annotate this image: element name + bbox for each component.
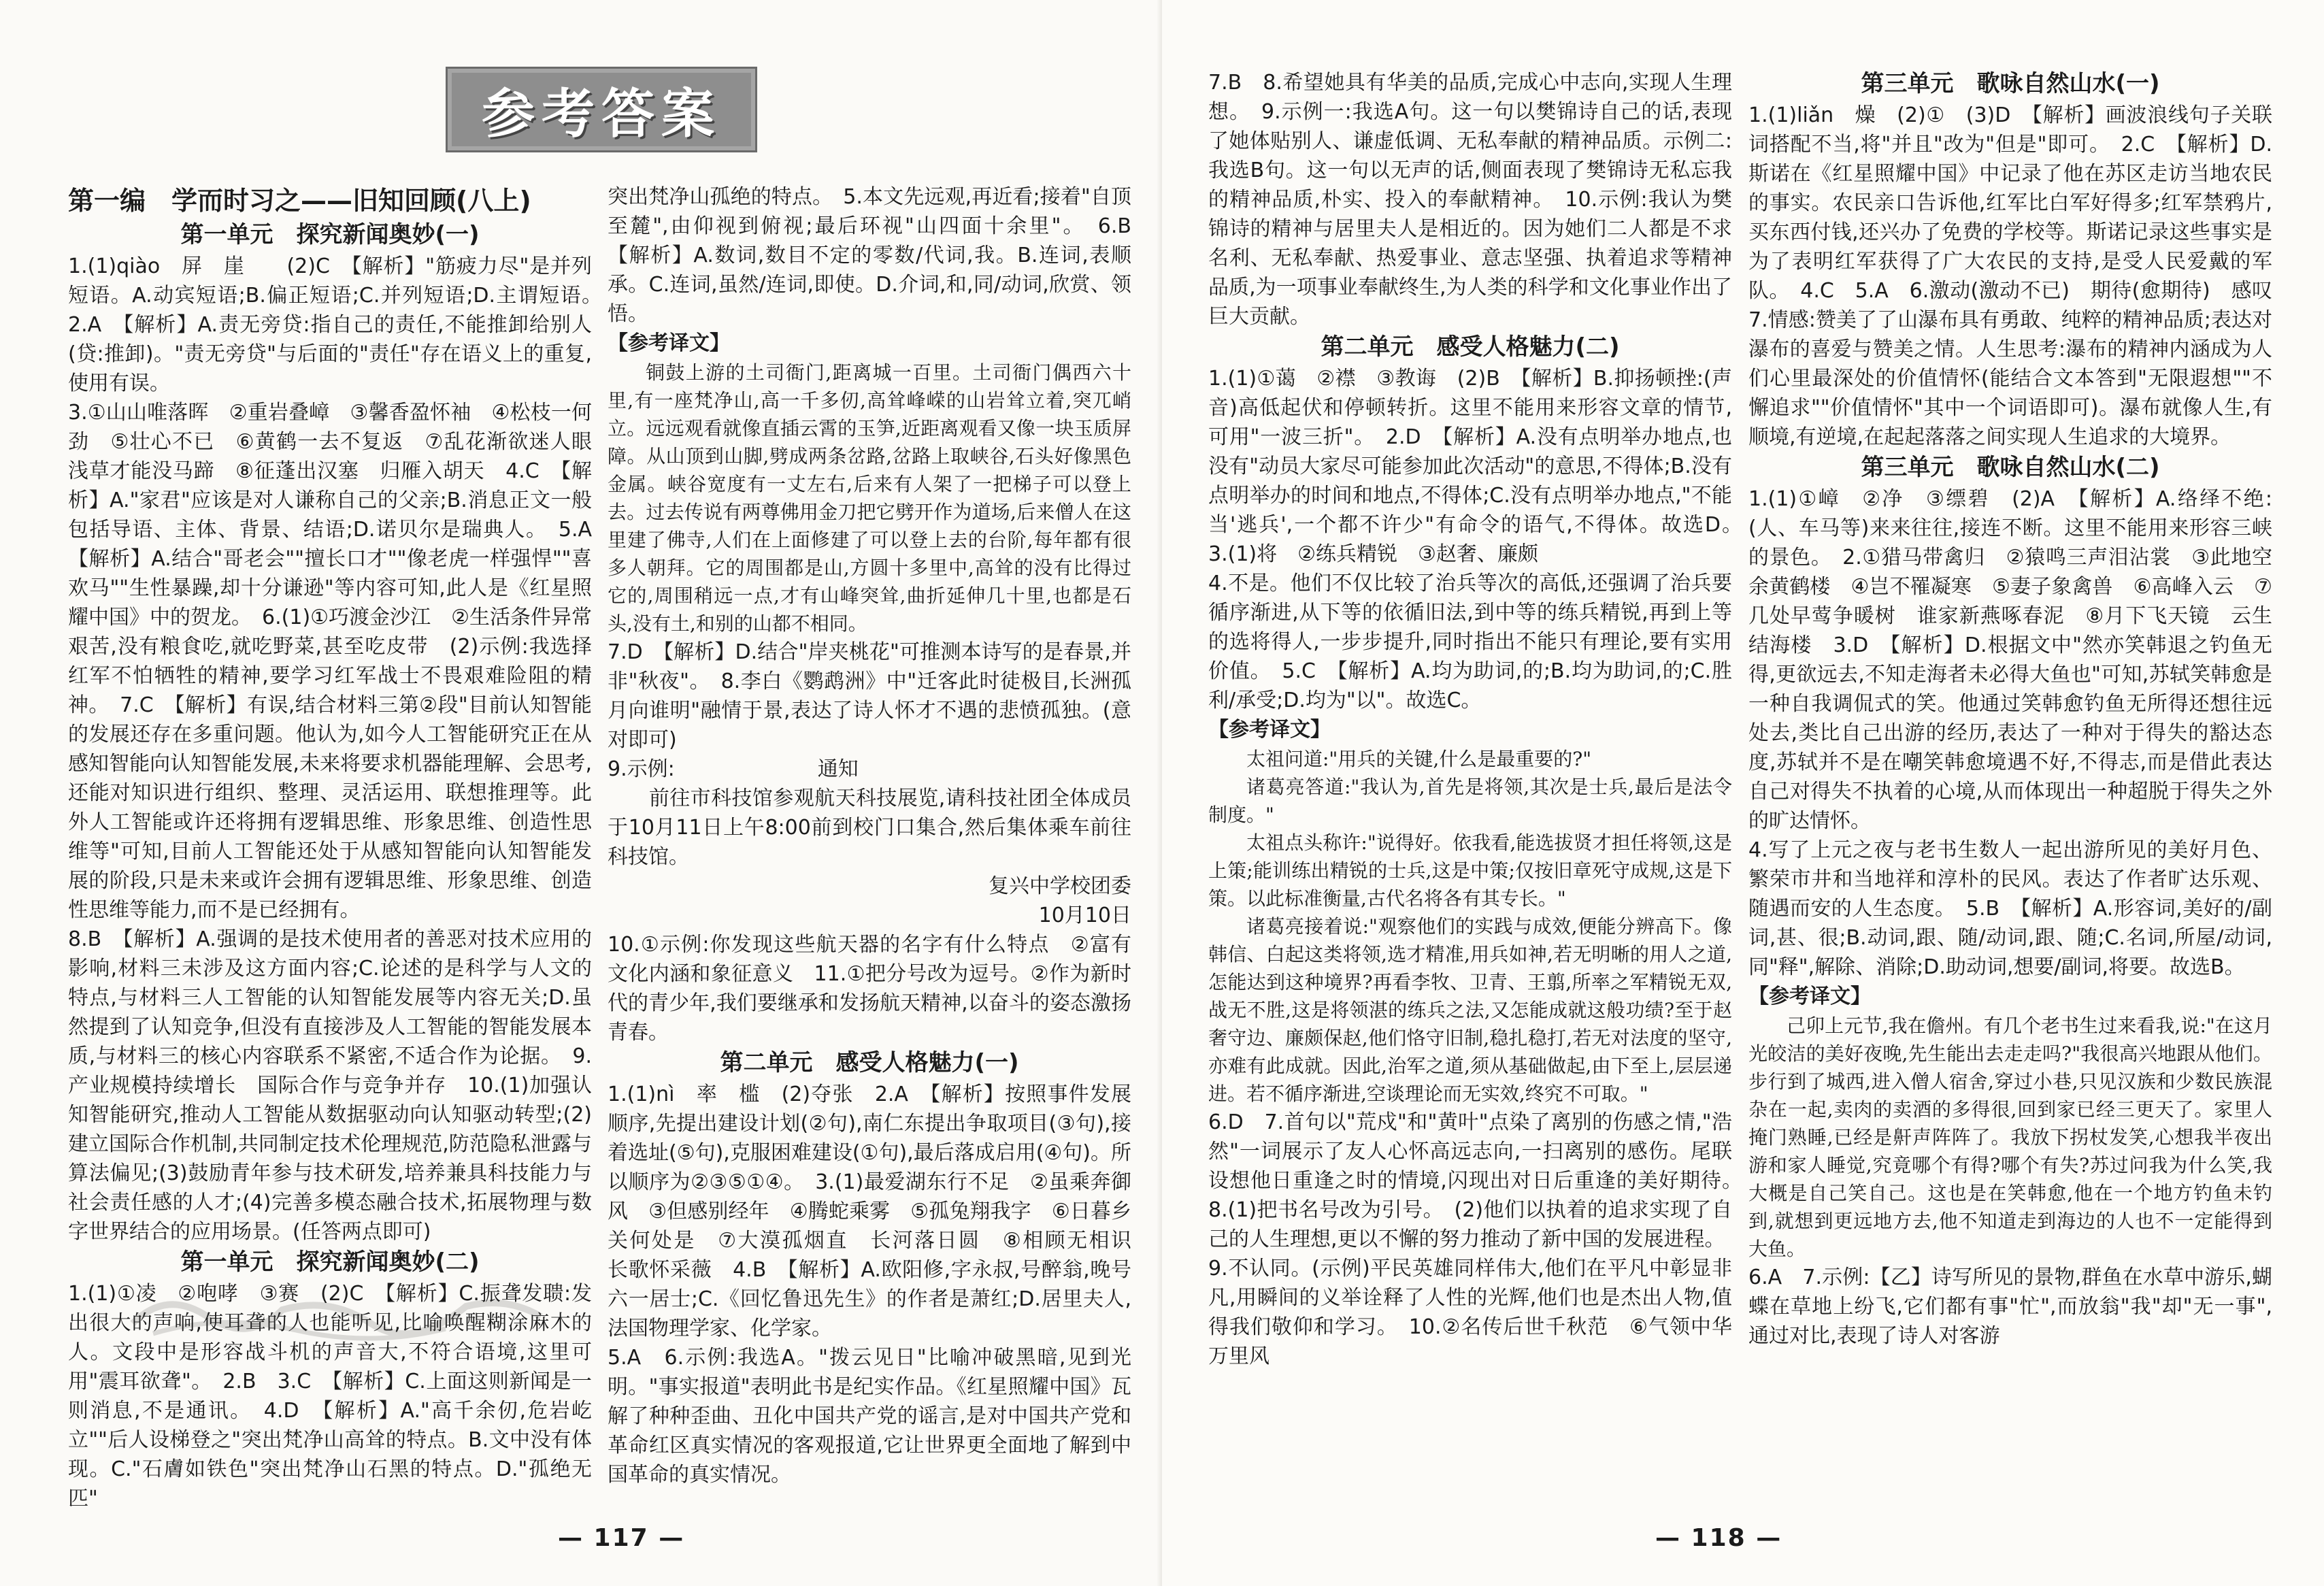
answer-paragraph: 突出梵净山孤绝的特点。 5.本文先远观,再近看;接着"自顶至麓",由仰视到俯视;最后环视"山四面十余里"。 6.B 【解析】A.数词,数目不定的零数/代词,我。B.连词,表顺承。C.连词,虽然/连词,即使。D.介词,和,同/动词,欣赏、领悟。 [608, 185, 1152, 326]
answer-paragraph: 3.①山山唯落晖 ②重岩叠嶂 ③馨香盈怀袖 ④松枝一何劲 ⑤壮心不已 ⑥黄鹤一去不复返 ⑦乱花渐欲迷人眼 浅草才能没马蹄 ⑧征蓬出汉塞 归雁入胡天 4.C 【解析】A."家君"应该是对人谦称自己的父亲;B.消息正文一般包括导语、主体、背景、结语;D.诺贝尔是瑞典人。 5.A 【解析】A.结合"哥老会""擅长口才""像老虎一样强悍""喜欢马""生性暴躁,却十分谦逊"等内容可知,此人是《红星照耀中国》中的贺龙。 6.(1)①巧渡金沙江 ②生活条件异常艰苦,没有粮食吃,就吃野菜,甚至吃皮带 (2)示例:我选择红军不怕牺牲的精神,要学习红军战士不畏艰难险阻的精神。 7.C 【解析】有误,结合材料三第②段"目前认知智能的发展还存在多重问题。他认为,如今人工智能研究正在从感知智能向认知智能发展,未来将要求机器能理解、会思考,还能对知识进行组织、整理、灵活运用、联想推理等。此外人工智能或许还将拥有逻辑思维、形象思维、创造性思维等"可知,目前人工智能还处于从感知智能向认知智能发展的阶段,只是未来或许会拥有逻辑思维、形象思维、创造性思维等能力,而不是已经拥有。 [68, 401, 612, 922]
unit-heading: 第一单元 探究新闻奥妙(二) [180, 1249, 480, 1276]
answer-paragraph: 1.(1)①嶂 ②净 ③缥碧 (2)A 【解析】A.络绎不绝:(人、车马等)来来往往,接连不断。这里不能用来形容三峡的景色。 2.①猎马带禽归 ②猿鸣三声泪沾裳 ③此地空余黄鹤楼 ④岂不罹凝寒 ⑤妻子象禽兽 ⑥高峰入云 ⑦几处早莺争暖树 谁家新燕啄春泥 ⑧月下飞天镜 云生结海楼 3.D 【解析】D.根据文中"然亦笑韩退之钓鱼无得,更欲远去,不知走海者未必得大鱼也"可知,苏轼笑韩愈是一种自我调侃式的笑。他通过笑韩愈钓鱼无所得还想往远处去,类比自己出游的经历,表达了一种对于得失的豁达态度,苏轼并不是在嘲笑韩愈境遇不好,不得志,而是借此表达自己对得失不执着的心境,从而体现出一种超脱于得失之外的旷达情怀。 [1748, 487, 2272, 833]
right-page [1162, 0, 2324, 1586]
translation-paragraph: 太祖问道:"用兵的关键,什么是最重要的?" [1246, 748, 1592, 770]
answer-paragraph: 6.D 7.首句以"荒戍"和"黄叶"点染了离别的伤感之情,"浩然"一词展示了友人心怀高远志向,一扫离别的感伤。尾联设想他日重逢之时的情境,闪现出对日后重逢的美好期待。 8.(1)把书名号改为引号。 (2)他们以执着的追求实现了自己的人生理想,更以不懈的努力推动了新中国的发展进程。 [1208, 1110, 1753, 1251]
answer-paragraph: 8.B 【解析】A.强调的是技术使用者的善恶对技术应用的影响,材料三未涉及这方面内容;C.论述的是科学与人文的特点,与材料三人工智能的认知智能发展等内容无关;D.虽然提到了认知竞争,但没有直接涉及人工智能的智能发展本质,与材料三的核心内容联系不紧密,不适合作为论据。 9.产业规模持续增长 国际合作与竞争并存 10.(1)加强认知智能研究,推动人工智能从数据驱动向认知驱动转型;(2)建立国际合作机制,共同制定技术伦理规范,防范隐私泄露与算法偏见;(3)鼓励青年参与技术研发,培养兼具科技能力与社会责任感的人才;(4)完善多模态融合技术,拓展物理与数字世界结合的应用场景。(任答两点即可) [68, 927, 592, 1244]
unit-heading: 第三单元 歌咏自然山水(一) [1861, 70, 2160, 97]
signature-line: 10月10日 [1038, 904, 1152, 927]
translation-paragraph: 诸葛亮接着说:"观察他们的实践与成效,便能分辨高下。像韩信、白起这类将领,选才精准,用兵如神,若无明晰的用人之道,怎能达到这种境界?再看李牧、卫青、王翦,所率之军精锐无双,战无不胜,这是将领湛的练兵之法,又怎能成就这般功绩?至于赵奢守边、廉颇保赵,他们恪守旧制,稳扎稳打,若无对法度的坚守,亦难有此成就。因此,治军之道,须从基础做起,由下至上,层层递进。若不循序渐进,空谈理论而无实效,终究不可取。" [1208, 915, 1732, 1105]
answer-paragraph: 5.A 6.示例:我选A。"拨云见日"比喻冲破黑暗,见到光明。"事实报道"表明此书是纪实作品。《红星照耀中国》瓦解了种种歪曲、丑化中国共产党的谣言,是对中国共产党和革命红区真实情况的客观报道,它让世界更全面地了解到中国革命的真实情况。 [608, 1346, 1131, 1487]
answer-paragraph: 7.D 【解析】D.结合"岸夹桃花"可推测本诗写的是春景,并非"秋夜"。 8.李白《鹦鹉洲》中"迁客此时徒极目,长洲孤月向谁明"融情于景,表达了诗人怀才不遇的悲愤孤独。(意对即可) [608, 640, 1131, 752]
signature-line: 复兴中学校团委 [989, 874, 1131, 898]
translation-label: 【参考译文】 [608, 331, 730, 355]
unit-heading: 第二单元 感受人格魅力(二) [1321, 333, 1620, 361]
answer-key-title: 参考答案 [481, 83, 721, 145]
answer-paragraph: 1.(1)nì 率 槛 (2)夺张 2.A 【解析】按照事件发展顺序,先提出建设计划(②句),南仁东提出争取项目(③句),接着选址(⑤句),克服困难建设(①句),最后落成启用(④句)。所以顺序为②③⑤①④。 3.(1)最爱湖东行不足 ②虽乘奔御风 ③但感别经年 ④腾蛇乘雾 ⑤孤兔翔我字 ⑥日暮乡关何处是 ⑦大漠孤烟直 长河落日圆 ⑧相顾无相识 长歌怀采薇 4.B 【解析】A.欧阳修,字永叔,号醉翁,晚号六一居士;C.《回忆鲁迅先生》的作者是萧红;D.居里夫人,法国物理学家、化学家。 [608, 1083, 1152, 1340]
column-2 [608, 182, 1152, 1499]
answer-paragraph: 1.(1)liǎn 燥 (2)① (3)D 【解析】画波浪线句子关联词搭配不当,将"并且"改为"但是"即可。 2.C 【解析】D.斯诺在《红星照耀中国》中记录了他在苏区走访当地农民的事实。农民亲口告诉他,红军比白军好得多;红军禁鸦片,买东西付钱,还兴办了免费的学校等。斯诺记录这些事实是为了表明红军获得了广大农民的支持,是受人民爱戴的军队。 4.C 5.A 6.激动(激动不已) 期待(愈期待) 感叹 7.情感:赞美了了山瀑布具有勇敢、纯粹的精神品质;表达对瀑布的喜爱与赞美之情。人生思考:瀑布的精神内涵成为人们心里最深处的价值情怀(能结合文本答到"无限遐想""不懈追求""价值情怀"其中一个词语即可)。瀑布就像人生,有顺境,有逆境,在起起落落之间实现人生追求的大境界。 [1748, 103, 2293, 449]
part-title: 第一编 学而时习之——旧知回顾(八上) [68, 186, 531, 216]
answer-paragraph: 4.不是。他们不仅比较了治兵等次的高低,还强调了治兵要循序渐进,从下等的依循旧法,到中等的练兵精锐,再到上等的选将得人,一步步提升,同时指出不能只有理论,要有实用价值。 5.C 【解析】A.均为助词,的;B.均为助词,的;C.胜利/承受;D.均为"以"。故选C。 [1208, 572, 1732, 712]
answer-paragraph: 7.B 8.希望她具有华美的品质,完成心中志向,实现人生理想。 9.示例一:我选A句。这一句以樊锦诗自己的话,表现了她体贴别人、谦虚低调、无私奉献的精神品质。示例二:我选B句。这一句以无声的话,侧面表现了樊锦诗无私忘我的精神品质,朴实、投入的奉献精神。 10.示例:我认为樊锦诗的精神与居里夫人是相近的。因为她们二人都是不求名利、无私奉献、热爱事业、意志坚强、执着追求等精神品质,为一项事业奉献终生,为人类的科学和文化事业作出了巨大贡献。 [1208, 71, 1732, 329]
translation-paragraph: 诸葛亮答道:"我认为,首先是将领,其次是士兵,最后是法令制度。" [1208, 776, 1732, 826]
answer-paragraph: 9.不认同。(示例)平民英雄同样伟大,他们在平凡中彰显非凡,用瞬间的义举诠释了人性的光辉,他们也是杰出人物,值得我们敬仰和学习。 10.②名传后世千秋范 ⑥气领中华万里风 [1208, 1257, 1732, 1368]
answer-paragraph: 4.写了上元之夜与老书生数人一起出游所见的美好月色、繁荣市井和当地祥和淳朴的民风。表达了作者旷达乐观、随遇而安的人生态度。 5.B 【解析】A.形容词,美好的/副词,甚、很;B.动词,跟、随/动词,跟、随;C.名词,所屋/动词,同"释",解除、消除;D.助动词,想要/副词,将要。故选B。 [1748, 838, 2272, 979]
unit-heading: 第一单元 探究新闻奥妙(一) [180, 221, 480, 248]
translation-label: 【参考译文】 [1208, 718, 1331, 742]
answer-paragraph: 9.示例: 通知 [608, 757, 859, 781]
answer-paragraph: 1.(1)①凌 ②咆哮 ③赛 (2)C 【解析】C.振聋发聩:发出很大的声响,使耳聋的人也能听见,比喻唤醒糊涂麻木的人。文段中是形容战斗机的声音大,不符合语境,这里可用"震耳欲聋"。 2.B 3.C 【解析】C.上面这则新闻是一则消息,不是通讯。 4.D 【解析】A."高千余仞,危岩屹立""后人设梯登之"突出梵净山高耸的特点。B.文中没有体现。C."石膚如铁色"突出梵净山石黑的特点。D."孤绝无匹" [68, 1282, 592, 1510]
answer-paragraph: 1.(1)qiào 屏 崖 (2)C 【解析】"筋疲力尽"是并列短语。A.动宾短语;B.偏正短语;C.并列短语;D.主谓短语。 2.A 【解析】A.责无旁贷:指自己的责任,不能推卸给别人(贷:推卸)。"责无旁贷"与后面的"责任"存在语义上的重复,使用有误。 [68, 254, 612, 395]
unit-heading: 第三单元 歌咏自然山水(二) [1861, 454, 2160, 481]
page-number-left: — 117 — [558, 1524, 685, 1552]
column-3 [1208, 68, 1753, 1504]
answer-paragraph: 前往市科技馆参观航天科技展览,请科技社团全体成员于10月11日上午8:00前到校门口集合,然后集体乘车前往科技馆。 [608, 787, 1131, 869]
answer-paragraph: 1.(1)①蔼 ②襟 ③教诲 (2)B 【解析】B.抑扬顿挫:(声音)高低起伏和停顿转折。这里不能用来形容文章的情节,可用"一波三折"。 2.D 【解析】A.没有点明举办地点,也没有"动员大家尽可能参加此次活动"的意思,不得体;B.没有点明举办的时间和地点,不得体;C.没有点明举办地点,"不能当'逃兵',一个都不许少"有命令的语气,不得体。故选D。 3.(1)将 ②练兵精锐 ③赵奢、廉颇 [1208, 367, 1753, 566]
column-4 [1748, 68, 2293, 1504]
translation-label: 【参考译文】 [1748, 985, 1871, 1008]
translation-paragraph: 己卯上元节,我在儋州。有几个老书生过来看我,说:"在这月光皎洁的美好夜晚,先生能出去走走吗?"我很高兴地跟从他们。步行到了城西,进入僧人宿舍,穿过小巷,只见汉族和少数民族混杂在一起,卖肉的卖酒的多得很,回到家已经三更天了。家里人掩门熟睡,已经是鼾声阵阵了。我放下拐杖发笑,心想我半夜出游和家人睡觉,究竟哪个有得?哪个有失?苏过问我为什么笑,我大概是自己笑自己。这也是在笑韩愈,他在一个地方钓鱼未钓到,就想到更远地方去,他不知道走到海边的人也不一定能得到大鱼。 [1748, 1014, 2272, 1260]
translation-paragraph: 太祖点头称许:"说得好。依我看,能选拔贤才担任将领,这是上策;能训练出精锐的士兵,这是中策;仅按旧章死守成规,这是下策。以此标准衡量,古代名将各有其专长。" [1208, 831, 1732, 910]
answer-paragraph: 10.①示例:你发现这些航天器的名字有什么特点 ②富有文化内涵和象征意义 11.①把分号改为逗号。②作为新时代的青少年,我们要继承和发扬航天精神,以奋斗的姿态激扬青春。 [608, 933, 1131, 1044]
watermark-stamp [126, 1276, 548, 1344]
answer-paragraph: 6.A 7.示例:【乙】诗写所见的景物,群鱼在水草中游乐,蝴蝶在草地上纷飞,它们都有事"忙",而放翁"我"却"无一事",通过对比,表现了诗人对客游 [1748, 1266, 2272, 1348]
page-number-right: — 118 — [1655, 1524, 1782, 1552]
answer-key-title-box [446, 67, 757, 152]
unit-heading: 第二单元 感受人格魅力(一) [720, 1049, 1019, 1076]
translation-paragraph: 铜鼓上游的土司衙门,距离城一百里。土司衙门偶西六十里,有一座梵净山,高一千多仞,高耸峰嵘的山岩耸立着,突兀峭立。远远观看就像直插云霄的玉笋,近距离观看又像一块玉质屏障。从山顶到山脚,劈成两条岔路,岔路上取峡谷,石头好像黑色金属。峡谷宽度有一丈左右,后来有人架了一把梯子可以登上去。过去传说有两尊佛用金刀把它劈开作为道场,后来僧人在这里建了佛寺,人们在上面修建了可以登上去的台阶,每年都有很多人朝拜。它的周围都是山,方圆十多里中,高耸的没有比得过它的,周围稍远一点,才有山峰突耸,曲折延伸几十里,也都是石头,没有土,和别的山都不相同。 [608, 361, 1131, 635]
